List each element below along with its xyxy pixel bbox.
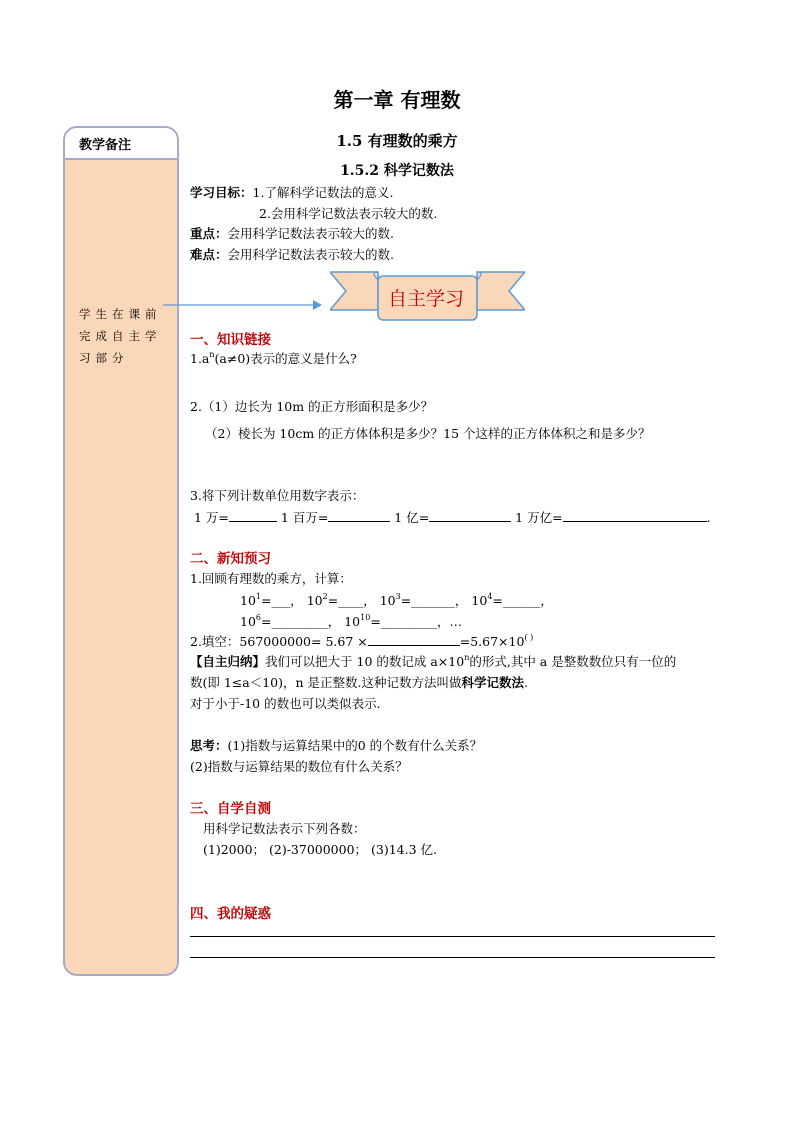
unit-conversion-row — [194, 508, 711, 526]
induce-line-2 — [190, 673, 528, 691]
keypoint-text: 会用科学记数法表示较大的数. — [227, 226, 394, 241]
fill-blank-middle: =5.67×10 — [459, 634, 525, 649]
induce-exponent: n — [464, 653, 470, 662]
power-base: 10 — [344, 614, 361, 629]
difficulty-label: 难点： — [190, 247, 228, 262]
power-base: 10 — [240, 593, 256, 608]
arrow-connector — [163, 298, 323, 312]
keypoint-label: 重点： — [190, 226, 228, 241]
power-base: 10 — [471, 593, 488, 608]
part2-question-2 — [190, 632, 533, 650]
think-label: 思考： — [190, 738, 228, 753]
part1-heading: 一、知识链接 — [190, 332, 271, 348]
q1-prefix: 1.a — [190, 351, 210, 366]
power-exp: 1 — [255, 592, 261, 601]
answer-blank[interactable] — [429, 509, 511, 522]
answer-blank[interactable] — [368, 633, 460, 646]
part2-question-1: 1.回顾有理数的乘方，计算： — [190, 571, 352, 586]
induce-label: 【自主归纳】 — [190, 654, 266, 669]
exponent-blank[interactable]: ( ) — [524, 633, 534, 642]
unit-yi: 1 亿= — [394, 510, 430, 525]
subsection-title: 1.5.2 科学记数法 — [340, 163, 454, 179]
induce-text: 数(即 1≤a＜10)，n 是正整数.这种记数方法叫做 — [190, 675, 462, 690]
unit-wan: 1 万= — [194, 510, 229, 525]
unit-wanyi: 1 万亿= — [515, 510, 563, 525]
answer-line[interactable] — [190, 957, 715, 958]
part2-heading: 二、新知预习 — [190, 551, 271, 567]
powers-row-2 — [240, 612, 462, 630]
sidebar-title: 教学备注 — [65, 128, 177, 160]
induce-text: 的形式,其中 a 是整数数位只有一位的 — [469, 654, 677, 669]
answer-blank[interactable] — [328, 509, 390, 522]
power-exp: 3 — [395, 592, 401, 601]
induce-text: 我们可以把大于 10 的数记成 a×10 — [265, 654, 465, 669]
part3-heading: 三、自学自测 — [190, 801, 271, 817]
power-answer: =______， — [492, 593, 553, 608]
difficulty-text: 会用科学记数法表示较大的数. — [227, 247, 394, 262]
key-term: 科学记数法 — [461, 675, 525, 690]
learning-goals-line1 — [190, 183, 393, 201]
power-base: 10 — [379, 593, 396, 608]
learning-goals-label: 学习目标： — [190, 185, 253, 200]
power-answer: =____， — [327, 593, 376, 608]
banner-label: 自主学习 — [387, 288, 464, 310]
keypoint-line — [190, 224, 394, 242]
power-base: 10 — [306, 593, 323, 608]
chapter-title: 第一章 有理数 — [333, 88, 461, 112]
power-exp: 6 — [255, 613, 261, 622]
think-question-1: (1)指数与运算结果中的0 的个数有什么关系？ — [227, 738, 483, 753]
answer-blank[interactable] — [563, 509, 707, 522]
period: . — [706, 510, 711, 525]
power-answer: =_________， — [261, 614, 341, 629]
induce-line-1 — [190, 652, 676, 670]
power-answer: =___， — [261, 593, 303, 608]
part1-question-2b: （2）棱长为 10cm 的正方体体积是多少？15 个这样的正方体体积之和是多少？ — [205, 426, 651, 441]
power-exp: 2 — [322, 592, 328, 601]
induce-text: . — [524, 675, 529, 690]
power-answer: =_________，… — [370, 614, 463, 629]
think-line-1 — [190, 736, 482, 754]
induce-line-3: 对于小于-10 的数也可以类似表示. — [190, 696, 381, 711]
answer-line[interactable] — [190, 936, 715, 937]
part3-items: (1)2000； (2)-37000000； (3)14.3 亿. — [203, 842, 438, 857]
section-title: 1.5 有理数的乘方 — [336, 132, 458, 150]
sidebar-notes-panel — [63, 126, 179, 976]
power-exp: 4 — [487, 592, 493, 601]
learning-goal-1: 1.了解科学记数法的意义. — [252, 185, 394, 200]
think-question-2: (2)指数与运算结果的数位有什么关系？ — [190, 759, 408, 774]
power-exp: 10 — [360, 613, 371, 622]
learning-goal-2: 2.会用科学记数法表示较大的数. — [259, 206, 438, 221]
part1-question-1 — [190, 349, 357, 367]
fill-blank-prefix: 2.填空：567000000= 5.67 × — [190, 634, 368, 649]
part1-question-3: 3.将下列计数单位用数字表示： — [190, 488, 365, 503]
difficulty-line — [190, 245, 394, 263]
power-answer: =_______， — [400, 593, 468, 608]
q1-exponent: n — [209, 350, 215, 359]
power-base: 10 — [240, 614, 256, 629]
unit-baiwan: 1 百万= — [280, 510, 329, 525]
answer-blank[interactable] — [229, 509, 277, 522]
sidebar-note: 学生在课前完成自主学习部分 — [79, 307, 162, 365]
part4-heading: 四、我的疑惑 — [190, 906, 271, 922]
powers-row-1 — [240, 591, 553, 609]
part1-question-2a: 2.（1）边长为 10m 的正方形面积是多少？ — [190, 399, 434, 414]
part3-prompt: 用科学记数法表示下列各数： — [203, 821, 366, 836]
q1-text: (a≠0)表示的意义是什么? — [214, 351, 357, 366]
